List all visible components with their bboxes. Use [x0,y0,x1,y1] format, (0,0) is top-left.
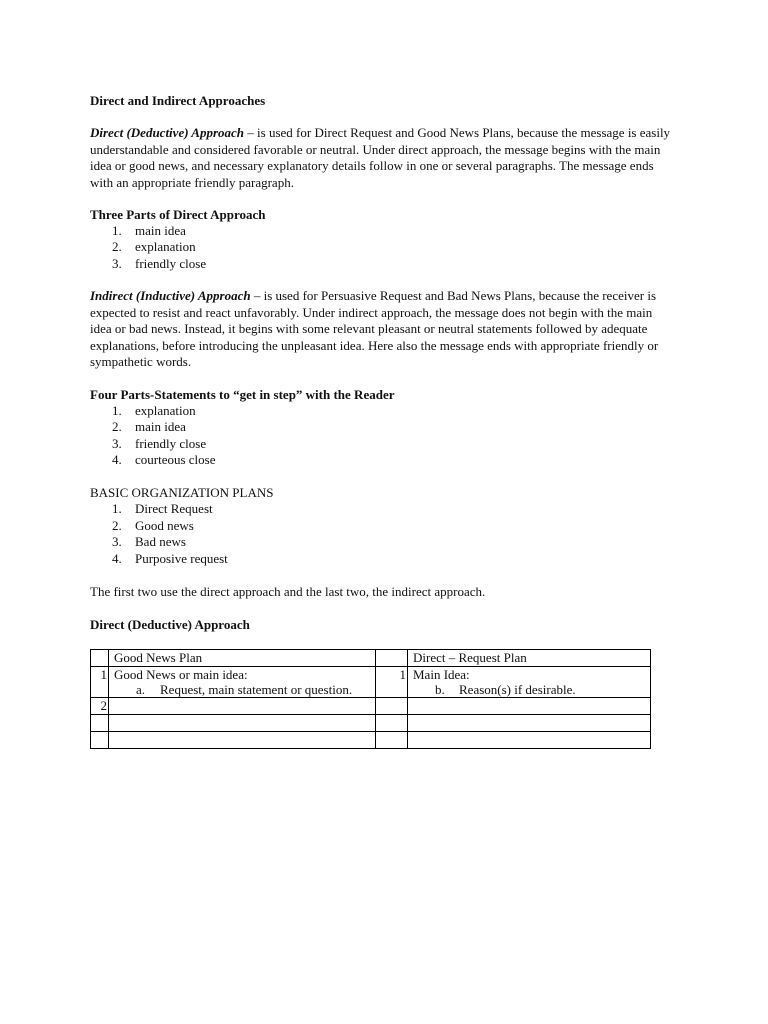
document-page [90,92,675,633]
good-news-text: Good News or main idea: [114,667,248,682]
table-header-row [91,650,651,667]
indirect-approach-term: Indirect (Inductive) Approach [90,288,251,304]
direct-approach-text: – is used for Direct Request and Good News Plans, because the message is easily understandable and considered favorable or neutral. Under direct approach, the message begins with the main idea or good news, and necessary explanatory details follow in one or several paragraphs. The message ends with an appropriate friendly paragraph. [90,125,671,190]
four-parts-heading: Four Parts-Statements to “get in step” with the Reader [90,386,395,402]
good-news-cell: Good News or main idea: a. Request, main statement or question. [109,667,376,698]
list-item: 3. friendly close [112,435,207,451]
list-item: 1. Direct Request [112,501,213,517]
four-parts-list [90,403,675,469]
row-number: 1 [376,667,408,698]
table-row [91,715,651,732]
row-number: 1 [91,667,109,698]
indirect-approach-paragraph [90,288,675,371]
list-item: 4. Purposive request [112,550,228,566]
three-parts-list [90,223,675,272]
good-news-subitem: Request, main statement or question. [160,682,353,697]
list-item: 2. explanation [112,239,196,255]
list-item: 3. Bad news [112,534,186,550]
list-item: 4. courteous close [112,451,216,467]
table-row [91,732,651,749]
list-item: 1. main idea [112,223,186,238]
header-direct-request-plan: Direct – Request Plan [408,650,651,667]
table-row [91,698,651,715]
direct-request-cell: Main Idea: b. Reason(s) if desirable. [408,667,651,698]
header-good-news-plan: Good News Plan [109,650,376,667]
direct-approach-paragraph [90,125,675,191]
list-item: 2. main idea [112,419,186,435]
list-item: 3. friendly close [112,255,207,271]
summary-text: The first two use the direct approach and the last two, the indirect approach. [90,583,486,599]
row-number: 2 [91,698,109,715]
plans-list [90,501,675,567]
three-parts-heading: Three Parts of Direct Approach [90,207,266,222]
plans-heading: BASIC ORGANIZATION PLANS [90,485,274,501]
list-item: 2. Good news [112,517,194,533]
table-row [91,667,651,698]
indirect-approach-text: – is used for Persuasive Request and Bad News Plans, because the receiver is expected to resist and react unfavorably. Under indirect approach, the message does not begin with the main idea or bad news. Instead, it begins with some relevant pleasant or neutral statements followed by adequate explanations, before introducing the unpleasant idea. Here also the message ends with appropriate friendly or sympathetic words. [90,288,659,370]
document-title: Direct and Indirect Approaches [90,93,266,108]
direct-approach-term: Direct (Deductive) Approach [90,125,245,140]
table-heading: Direct (Deductive) Approach [90,616,250,632]
direct-request-text: Main Idea: [413,667,470,682]
list-item: 1. explanation [112,402,196,418]
approach-plans-table [90,649,651,749]
direct-request-subitem: Reason(s) if desirable. [459,682,576,697]
